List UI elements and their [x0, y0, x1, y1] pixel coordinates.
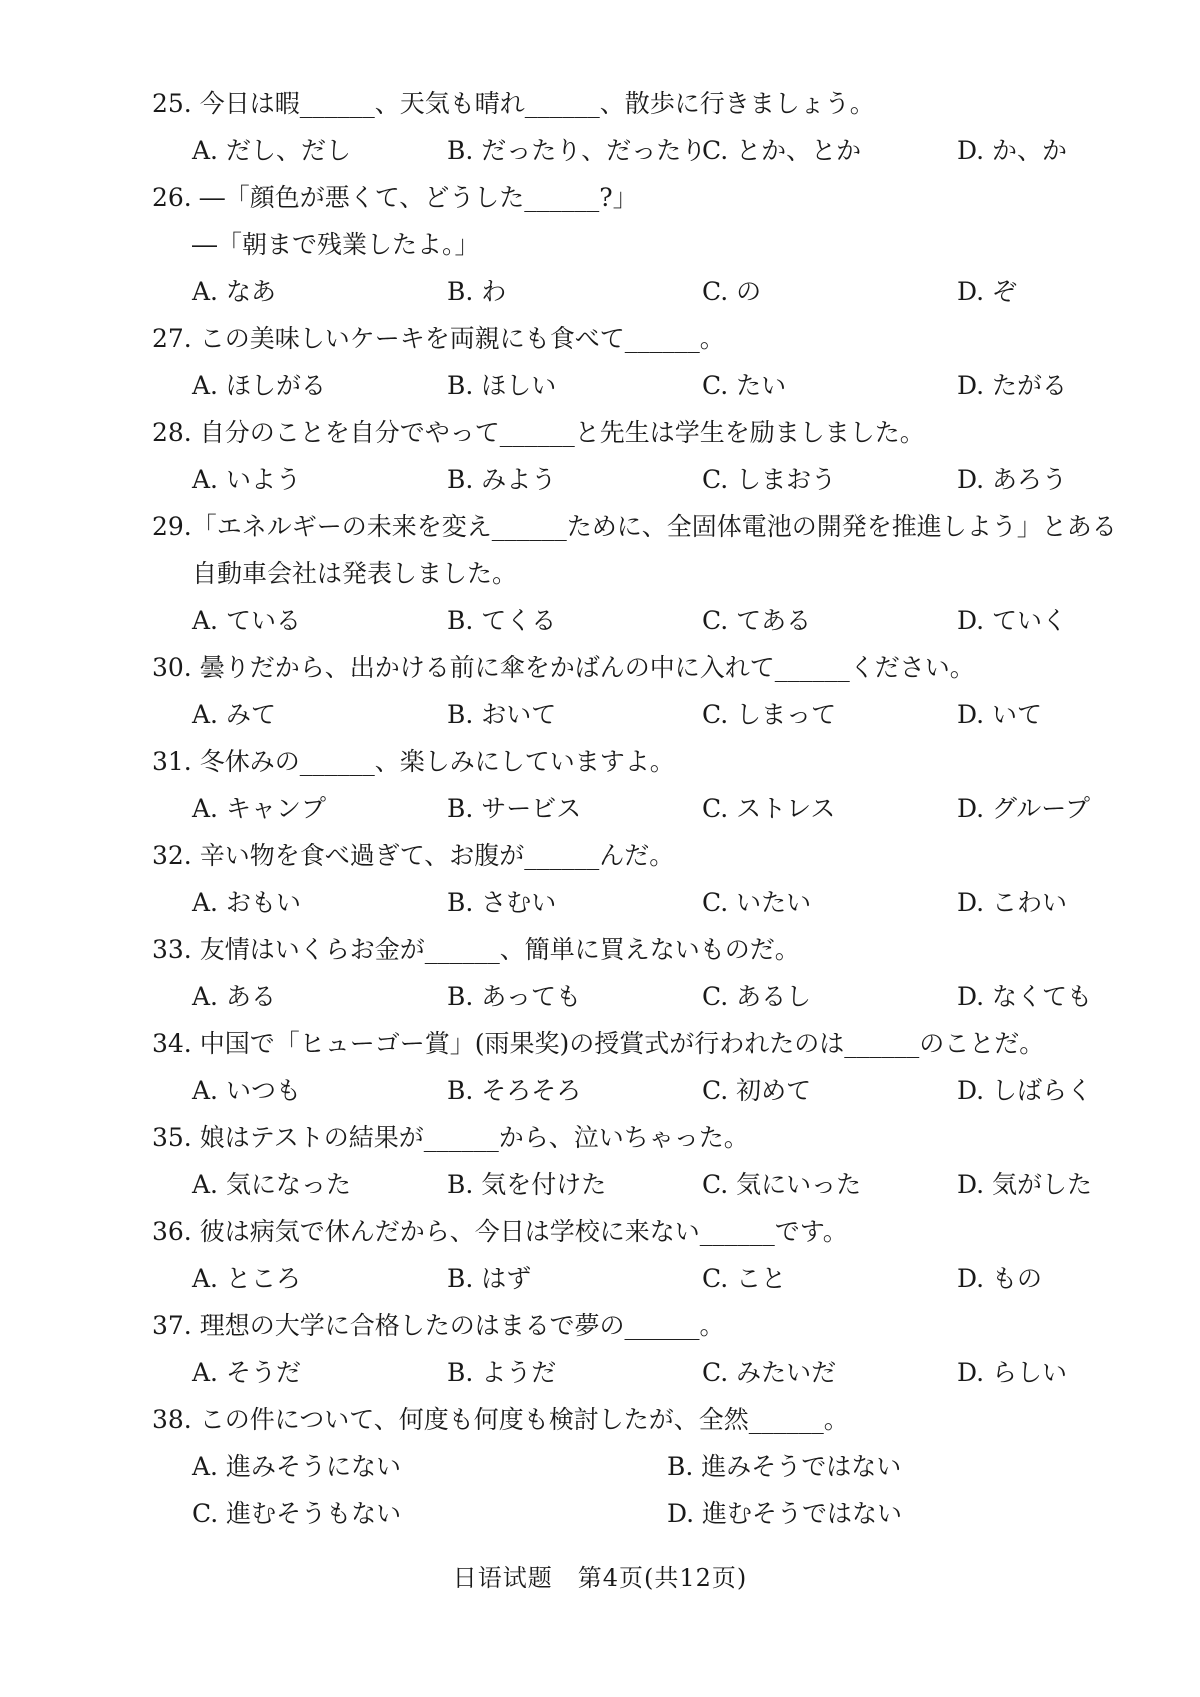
answer-option: B. 進みそうではない	[667, 1452, 902, 1481]
question-item	[152, 738, 1112, 832]
question-stem: 36. 彼は病気で休んだから、今日は学校に来ない______です。	[152, 1217, 848, 1246]
answer-option: D. たがる	[957, 371, 1068, 400]
answer-option: B. あっても	[447, 982, 582, 1011]
answer-option: D. 気がした	[957, 1170, 1093, 1199]
options-row	[152, 1255, 1112, 1302]
answer-option: A. そうだ	[192, 1358, 301, 1387]
options-row	[152, 691, 1112, 738]
answer-option: C. あるし	[702, 982, 812, 1011]
question-item	[152, 832, 1112, 926]
answer-option: C. ストレス	[702, 794, 836, 823]
answer-option: D. 進むそうではない	[667, 1499, 903, 1528]
question-item	[152, 315, 1112, 409]
options-row	[152, 1490, 1112, 1537]
question-stem: 31. 冬休みの______、楽しみにしていますよ。	[152, 747, 675, 776]
answer-option: A. 進みそうにない	[192, 1452, 401, 1481]
answer-option: A. ところ	[192, 1264, 301, 1293]
question-stem: 30. 曇りだから、出かける前に傘をかばんの中に入れて______ください。	[152, 653, 975, 682]
answer-option: A. いよう	[192, 465, 301, 494]
answer-option: D. あろう	[957, 465, 1068, 494]
answer-option: D. こわい	[957, 888, 1068, 917]
answer-option: C. 気にいった	[702, 1170, 862, 1199]
answer-option: D. グループ	[957, 794, 1091, 823]
answer-option: C. しまおう	[702, 465, 837, 494]
answer-option: B. わ	[447, 277, 507, 306]
answer-option: C. 進むそうもない	[192, 1499, 402, 1528]
question-stem: 27. この美味しいケーキを両親にも食べて______。	[152, 324, 725, 353]
options-row	[152, 785, 1112, 832]
answer-option: D. らしい	[957, 1358, 1068, 1387]
question-item	[152, 1114, 1112, 1208]
options-row	[152, 1443, 1112, 1490]
question-stem: 34. 中国で「ヒューゴー賞」(雨果奖)の授賞式が行われたのは______のことだ。	[152, 1029, 1045, 1058]
question-item	[152, 926, 1112, 1020]
answer-option: B. てくる	[447, 606, 557, 635]
options-row	[152, 456, 1112, 503]
answer-option: C. たい	[702, 371, 787, 400]
answer-option: D. いて	[957, 700, 1043, 729]
answer-option: C. てある	[702, 606, 812, 635]
answer-option: C. しまって	[702, 700, 837, 729]
question-item	[152, 1302, 1112, 1396]
answer-option: C. みたいだ	[702, 1358, 837, 1387]
question-stem: 28. 自分のことを自分でやって______と先生は学生を励ましました。	[152, 418, 925, 447]
options-row	[152, 362, 1112, 409]
question-item	[152, 1208, 1112, 1302]
answer-option: B. ほしい	[447, 371, 557, 400]
options-row	[152, 127, 1112, 174]
answer-option: C. 初めて	[702, 1076, 812, 1105]
answer-option: A. ている	[192, 606, 301, 635]
answer-option: B. おいて	[447, 700, 557, 729]
answer-option: C. いたい	[702, 888, 812, 917]
answer-option: D. なくても	[957, 982, 1093, 1011]
question-stem: 29.「エネルギーの未来を変え______ために、全固体電池の開発を推進しよう」とある	[152, 512, 1117, 541]
options-row	[152, 879, 1112, 926]
answer-option: A. なあ	[192, 277, 276, 306]
answer-option: A. キャンプ	[192, 794, 326, 823]
answer-option: C. こと	[702, 1264, 787, 1293]
answer-option: D. もの	[957, 1264, 1043, 1293]
answer-option: B. さむい	[447, 888, 557, 917]
question-item	[152, 80, 1112, 174]
options-row	[152, 973, 1112, 1020]
answer-option: A. いつも	[192, 1076, 301, 1105]
answer-option: A. おもい	[192, 888, 301, 917]
answer-option: A. 気になった	[192, 1170, 351, 1199]
page-footer: 日语试题 第4页(共12页)	[452, 1564, 748, 1592]
answer-option: A. だし、だし	[192, 136, 351, 165]
answer-option: D. しばらく	[957, 1076, 1093, 1105]
question-item	[152, 503, 1117, 644]
question-item	[152, 409, 1112, 503]
answer-option: D. ていく	[957, 606, 1068, 635]
answer-option: A. ある	[192, 982, 276, 1011]
answer-option: A. みて	[192, 700, 276, 729]
answer-option: B. はず	[447, 1264, 532, 1293]
question-stem: 37. 理想の大学に合格したのはまるで夢の______。	[152, 1311, 725, 1340]
question-stem: 26. ―「顔色が悪くて、どうした______?」	[152, 183, 638, 212]
question-stem: 自動車会社は発表しました。	[192, 559, 518, 588]
answer-option: A. ほしがる	[192, 371, 326, 400]
answer-option: D. か、か	[957, 136, 1068, 165]
question-stem: 33. 友情はいくらお金が______、簡単に買えないものだ。	[152, 935, 800, 964]
question-stem: 25. 今日は暇______、天気も晴れ______、散歩に行きましょう。	[152, 89, 875, 118]
answer-option: B. 気を付けた	[447, 1170, 607, 1199]
options-row	[152, 268, 1112, 315]
question-item	[152, 1020, 1112, 1114]
options-row	[152, 1349, 1112, 1396]
answer-option: C. とか、とか	[702, 136, 862, 165]
options-row	[152, 1161, 1112, 1208]
question-item	[152, 174, 1112, 315]
options-row	[152, 597, 1112, 644]
answer-option: C. の	[702, 277, 762, 306]
question-item	[152, 1396, 1112, 1537]
answer-option: D. ぞ	[957, 277, 1018, 306]
question-stem: 38. この件について、何度も何度も検討したが、全然______。	[152, 1405, 849, 1434]
answer-option: B. みよう	[447, 465, 557, 494]
answer-option: B. ようだ	[447, 1358, 557, 1387]
answer-option: B. だったり、だったり	[447, 136, 707, 165]
answer-option: B. サービス	[447, 794, 582, 823]
answer-option: B. そろそろ	[447, 1076, 582, 1105]
options-row	[152, 1067, 1112, 1114]
question-item	[152, 644, 1112, 738]
question-stem: ―「朝まで残業したよ。」	[192, 230, 480, 259]
question-stem: 32. 辛い物を食べ過ぎて、お腹が______んだ。	[152, 841, 675, 870]
question-stem: 35. 娘はテストの結果が______から、泣いちゃった。	[152, 1123, 749, 1152]
question-list	[152, 80, 1117, 1537]
